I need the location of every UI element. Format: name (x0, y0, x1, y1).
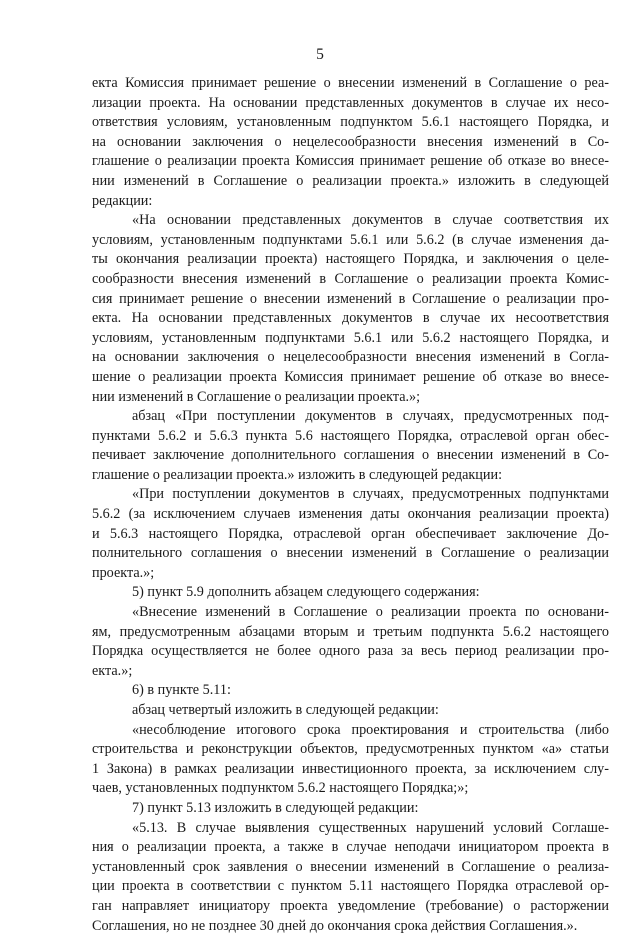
text-line: печивает заключение дополнительного соглашения о внесении изменений в Со- (92, 447, 609, 464)
text-line: ответствия условиям, установленным подпунктом 5.6.1 настоящего Порядка, и (92, 114, 609, 131)
text-line: 5) пункт 5.9 дополнить абзацем следующего содержания: (132, 584, 480, 601)
text-line: на основании заключения о нецелесообразности внесения изменений в Со- (92, 133, 609, 150)
text-line: строительства и реконструкции объектов, предусмотренных пунктом «а» статьи (92, 741, 609, 758)
document-body (92, 74, 609, 936)
text-line: установленный срок заявления о внесении изменений в Соглашение о реализа- (92, 858, 609, 875)
text-line: ния о реализации проекта, а также в случае неподачи инициатором проекта в (92, 839, 609, 856)
text-line: «Внесение изменений в Соглашение о реализации проекта по основани- (132, 604, 609, 621)
text-line: шение о реализации проекта Комиссия принимает решение об отказе во внесе- (92, 368, 609, 385)
text-line: абзац четвертый изложить в следующей редакции: (132, 702, 439, 718)
text-line: условиям, установленным подпунктами 5.6.1 или 5.6.2 (в случае изменения да- (92, 231, 609, 248)
text-line: «На основании представленных документов в случае соответствия их (132, 212, 609, 229)
paragraph (92, 74, 609, 211)
text-line: екта. На основании представленных документов в случае их несоответствия (92, 310, 609, 327)
text-line: проекта.»; (92, 564, 155, 581)
text-line: нии изменений в Соглашение о реализации проекта.»; (92, 388, 421, 405)
text-line: 7) пункт 5.13 изложить в следующей редакции: (132, 799, 419, 816)
text-line: «5.13. В случае выявления существенных нарушений условий Соглаше- (132, 819, 609, 836)
text-line: екта Комиссия принимает решение о внесении изменений в Соглашение о реа- (92, 75, 609, 91)
text-line: 1 Закона) в рамках реализации инвестиционного проекта, за исключением слу- (92, 760, 609, 777)
text-line: екта.»; (92, 662, 133, 679)
text-line: ции проекта в соответствии с пунктом 5.11 настоящего Порядка отраслевой ор- (92, 878, 609, 895)
paragraph (92, 485, 609, 583)
text-line: глашение о реализации проекта.» изложить в следующей редакции: (92, 466, 503, 483)
text-line: «несоблюдение итогового срока проектирования и строительства (либо (132, 721, 609, 738)
paragraph (92, 701, 609, 721)
text-line: пунктами 5.6.2 и 5.6.3 пункта 5.6 настоящего Порядка, отраслевой орган обес- (92, 427, 609, 444)
text-line: и 5.6.3 настоящего Порядка, отраслевой орган обеспечивает заключение До- (92, 525, 609, 542)
text-line: чаев, установленных подпунктом 5.6.2 настоящего Порядка;»; (92, 780, 469, 797)
text-line: нии изменений в Соглашение о реализации проекта.» изложить в следующей (92, 172, 609, 189)
text-line: редакции: (92, 192, 153, 209)
text-line: ган направляет инициатору проекта уведомление (требование) о расторжении (92, 897, 609, 914)
text-line: полнительного соглашения о внесении изменений в Соглашение о реализации (92, 545, 609, 562)
text-line: сообразности внесения изменений в Соглашение о реализации проекта Комис- (92, 270, 609, 287)
text-line: на основании заключения о нецелесообразности внесения изменений в Согла- (92, 349, 609, 366)
text-line: ты окончания реализации проекта) настоящего Порядка, и заключения о целе- (92, 251, 609, 268)
page-number: 5 (316, 46, 324, 63)
text-line: лизации проекта. На основании представленных документов в случае их несо- (92, 94, 609, 111)
paragraph (92, 721, 609, 799)
text-line: сия принимает решение о внесении изменений в Соглашение о реализации про- (92, 290, 609, 307)
paragraph (92, 819, 609, 936)
paragraph (92, 799, 609, 819)
text-line: условиям, установленным подпунктами 5.6.1 или 5.6.2 настоящего Порядка, и (92, 329, 609, 346)
text-line: ям, предусмотренным абзацами вторым и третьим подпункта 5.6.2 настоящего (92, 623, 609, 640)
paragraph (92, 603, 609, 681)
text-line: «При поступлении документов в случаях, предусмотренных подпунктами (132, 486, 609, 503)
paragraph (92, 583, 609, 603)
paragraph (92, 211, 609, 407)
text-line: Порядка осуществляется не более одного раза за весь период реализации про- (92, 643, 609, 660)
text-line: абзац «При поступлении документов в случаях, предусмотренных под- (132, 408, 609, 425)
paragraph (92, 407, 609, 485)
text-line: Соглашения, но не позднее 30 дней до окончания срока действия Соглашения.». (92, 917, 578, 934)
text-line: 5.6.2 (за исключением случаев изменения даты окончания реализации проекта) (92, 506, 609, 523)
text-line: 6) в пункте 5.11: (132, 682, 231, 699)
paragraph (92, 681, 609, 701)
text-line: глашение о реализации проекта Комиссия принимает решение об отказе во внесе- (92, 153, 609, 170)
